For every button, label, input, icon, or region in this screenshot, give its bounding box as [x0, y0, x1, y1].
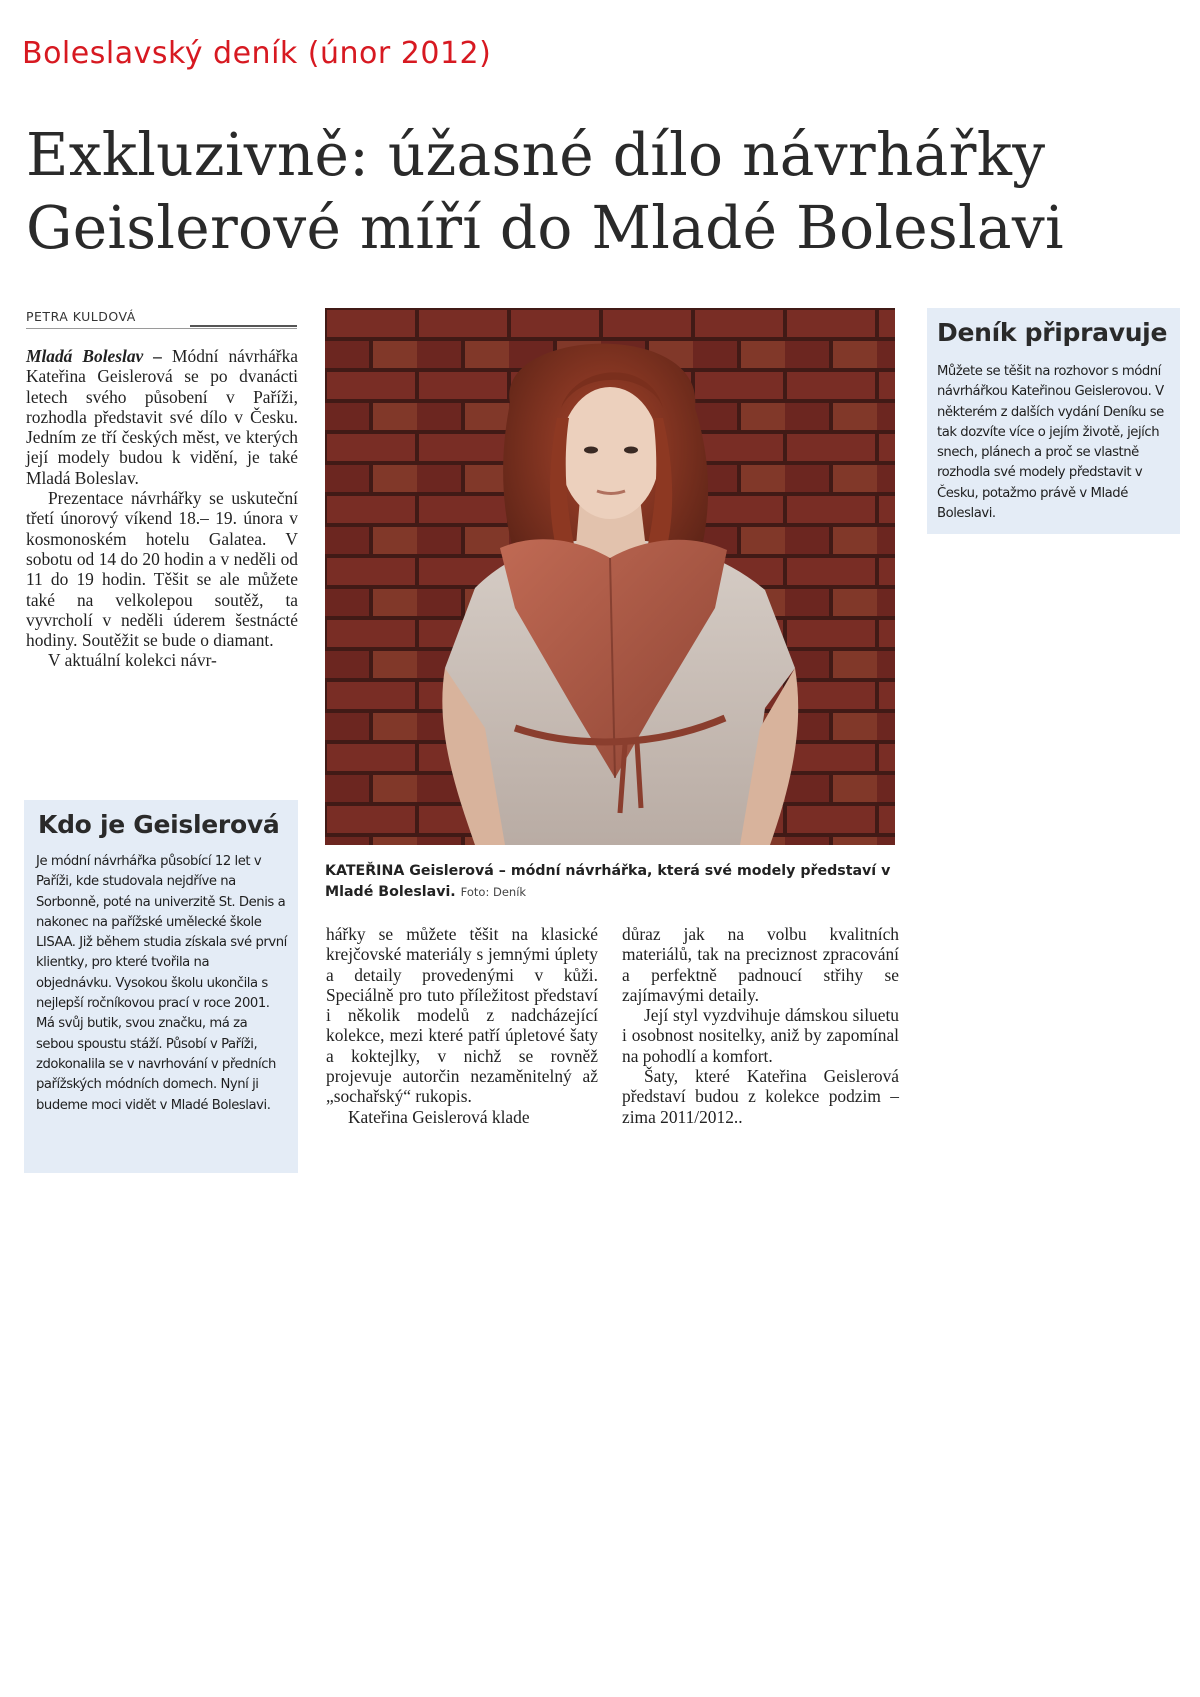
article-paragraph: Kateřina Geislerová klade	[348, 1106, 530, 1127]
sidebar-box-title: Deník připravuje	[937, 318, 1168, 347]
article-paragraph: Její styl vyzdvihuje dámskou siluetu i osobnost nositelky, aniž by zapomínal na pohodlí a komfort.	[622, 1005, 899, 1066]
sidebar-box-title: Kdo je Geislerová	[38, 810, 280, 839]
sidebar-box-denik-pripravuje	[927, 308, 1180, 534]
photo-credit: Foto: Deník	[460, 885, 527, 899]
article-column-3	[622, 924, 899, 1127]
caption-text: KATEŘINA Geislerová – módní návrhářka, která své modely představí v Mladé Boleslavi.	[325, 863, 891, 900]
byline-rule	[26, 328, 297, 329]
article-paragraph	[26, 346, 298, 488]
paragraph-text: Módní návrhářka Kateřina Geislerová se po dvanácti letech svého působení v Paříži, rozhodla představit své dílo v Česku. Jedním ze tří českých měst, ve kterých její modely budou k vidění, je také Mladá Boleslav.	[26, 346, 298, 488]
article-headline	[26, 118, 1159, 264]
article-paragraph: V aktuální kolekci návr-	[48, 650, 217, 671]
article-photo	[325, 308, 895, 845]
portrait-photo-illustration	[325, 308, 895, 845]
sidebar-box-text: Je módní návrhářka působící 12 let v Paříži, kde studovala nejdříve na Sorbonně, poté na univerzitě St. Denis a nakonec na pařížské umělecké škole LISAA. Již během studia získala své první klientky, pro které tvořila na objednávku. Vysokou školu ukončila s nejlepší ročníkovou prací v roce 2001. Má svůj butik, svou značku, má za sebou spoustu stáží. Působí v Paříži, zdokonalila se v navrhování v předních pařížských módních domech. Nyní ji budeme moci vidět v Mladé Boleslavi.	[36, 854, 287, 1113]
sidebar-box-kdo-je-geislerova	[24, 800, 298, 1173]
article-column-2	[326, 924, 598, 1127]
byline-rule-accent	[190, 325, 297, 327]
article-paragraph: hářky se můžete těšit na klasické krejčovské materiály s jemnými úplety a detaily provedenými v kůži. Speciálně pro tuto příležitost představí i několik modelů z nadcházející kolekce, mezi které patří úpletové šaty a koktejlky, v nichž se rovněž projevuje autorčin nezaměnitelný až „sochařský“ rukopis.	[326, 924, 598, 1107]
author-byline: PETRA KULDOVÁ	[26, 309, 136, 324]
sidebar-box-text: Můžete se těšit na rozhovor s módní návrhářkou Kateřinou Geislerovou. V některém z dalších vydání Deníku se tak dozvíte více o jejím životě, jejích snech, plánech a proč se vlastně rozhodla své modely představit v Česku, potažmo právě v Mladé Boleslavi.	[937, 364, 1164, 522]
headline-line-2: Geislerové míří do Mladé Boleslavi	[26, 193, 1064, 262]
source-label: Boleslavský deník (únor 2012)	[22, 36, 492, 71]
article-column-1	[26, 346, 298, 671]
photo-caption	[325, 861, 900, 903]
headline-line-1: Exkluzivně: úžasné dílo návrhářky	[26, 120, 1046, 189]
article-paragraph: Šaty, které Kateřina Geislerová představí budou z kolekce podzim –zima 2011/2012..	[622, 1066, 899, 1127]
article-paragraph: Prezentace návrhářky se uskuteční třetí únorový víkend 18.– 19. února v kosmonoském hotelu Galatea. V sobotu od 14 do 20 hodin a v neděli od 11 do 19 hodin. Těšit se ale můžete také na velkolepou soutěž, ta vyvrcholí v neděli úderem šestnácté hodiny. Soutěžit se bude o diamant.	[26, 488, 298, 651]
dateline: Mladá Boleslav –	[26, 346, 163, 366]
article-paragraph: důraz jak na volbu kvalitních materiálů, tak na preciznost zpracování a perfektně padnoucí střihy se zajímavými detaily.	[622, 924, 899, 1005]
